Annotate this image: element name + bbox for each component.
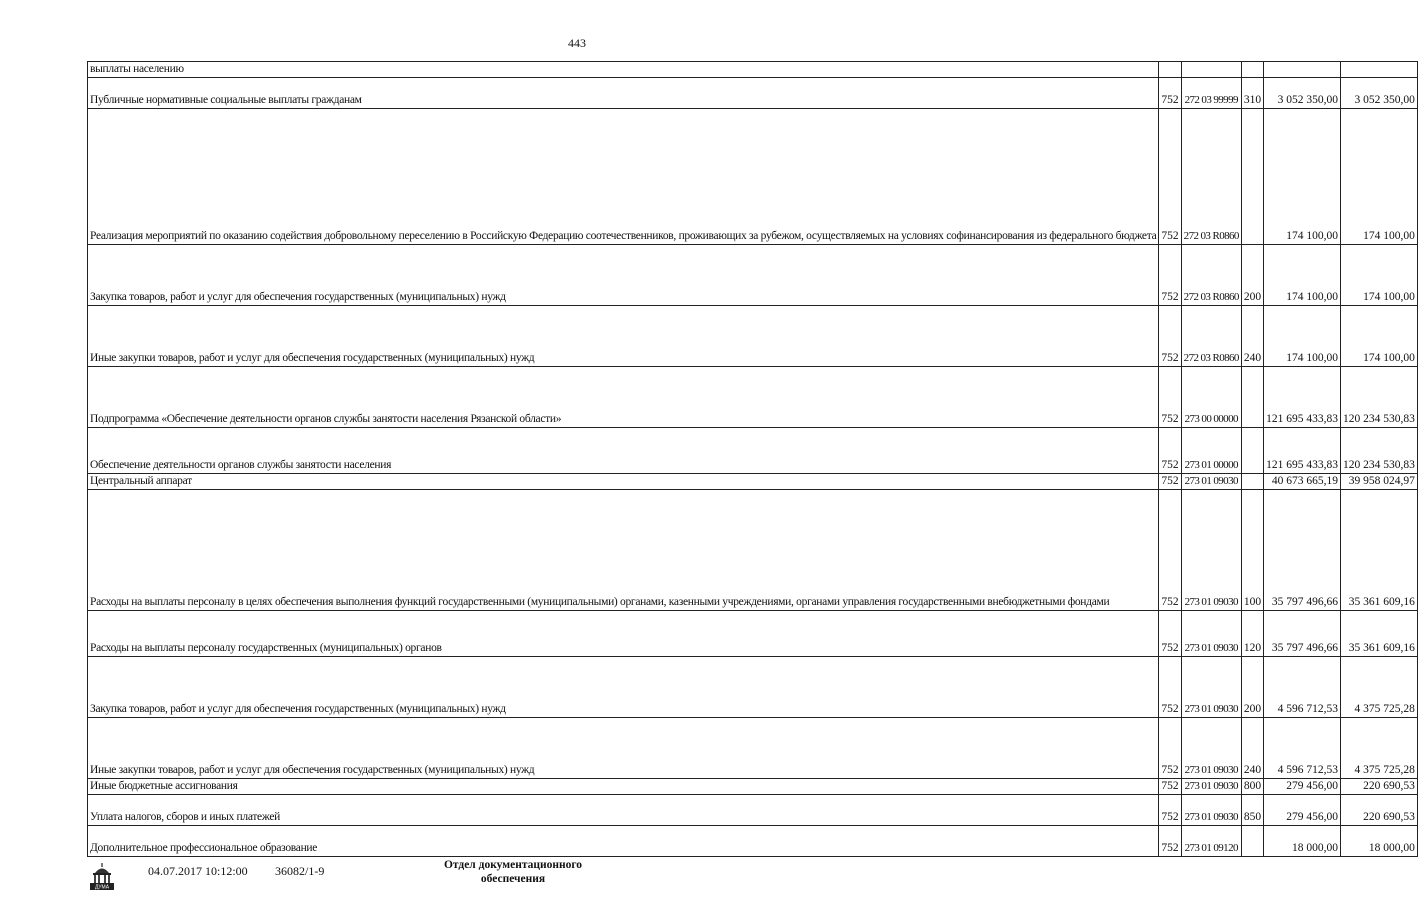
amount-year-2: 18 000,00 <box>1340 826 1417 857</box>
amount-year-1: 35 797 496,66 <box>1264 490 1341 611</box>
item-name: Дополнительное профессиональное образование <box>88 826 1159 857</box>
admin-code <box>1159 62 1181 78</box>
target-article: 272 03 R0860 <box>1181 306 1241 367</box>
amount-year-2: 4 375 725,28 <box>1340 657 1417 718</box>
table-row <box>88 245 1418 306</box>
budget-table-body <box>88 62 1418 857</box>
expense-type: 800 <box>1241 779 1263 795</box>
amount-year-2: 4 375 725,28 <box>1340 718 1417 779</box>
item-name: Расходы на выплаты персоналу в целях обеспечения выполнения функций государственными (муниципальными) органами, казенными учреждениями, органами управления государственными внебюджетными фондами <box>88 490 1159 611</box>
expense-type <box>1241 62 1263 78</box>
admin-code: 752 <box>1159 367 1181 428</box>
footer-date: 04.07.2017 10:12:00 <box>148 864 248 878</box>
amount-year-2: 220 690,53 <box>1340 779 1417 795</box>
table-row <box>88 367 1418 428</box>
admin-code: 752 <box>1159 657 1181 718</box>
target-article: 273 01 09030 <box>1181 795 1241 826</box>
item-name: Иные закупки товаров, работ и услуг для обеспечения государственных (муниципальных) нужд <box>88 718 1159 779</box>
target-article: 272 03 R0860 <box>1181 109 1241 245</box>
table-row <box>88 657 1418 718</box>
admin-code: 752 <box>1159 474 1181 490</box>
amount-year-1: 174 100,00 <box>1264 306 1341 367</box>
svg-text:ДУМА: ДУМА <box>94 884 110 891</box>
amount-year-1: 279 456,00 <box>1264 779 1341 795</box>
amount-year-1: 4 596 712,53 <box>1264 718 1341 779</box>
item-name: Публичные нормативные социальные выплаты гражданам <box>88 78 1159 109</box>
item-name: Закупка товаров, работ и услуг для обеспечения государственных (муниципальных) нужд <box>88 245 1159 306</box>
department-line-1: Отдел документационного <box>443 859 583 871</box>
amount-year-2: 35 361 609,16 <box>1340 490 1417 611</box>
page-number: 443 <box>568 36 586 50</box>
amount-year-2: 220 690,53 <box>1340 795 1417 826</box>
amount-year-1: 174 100,00 <box>1264 109 1341 245</box>
item-name: Центральный аппарат <box>88 474 1159 490</box>
target-article: 273 01 09030 <box>1181 474 1241 490</box>
duma-emblem-logo <box>86 860 118 892</box>
admin-code: 752 <box>1159 718 1181 779</box>
target-article: 273 01 09030 <box>1181 657 1241 718</box>
table-row <box>88 718 1418 779</box>
amount-year-1: 35 797 496,66 <box>1264 611 1341 657</box>
amount-year-2: 39 958 024,97 <box>1340 474 1417 490</box>
expense-type: 100 <box>1241 490 1263 611</box>
expense-type: 310 <box>1241 78 1263 109</box>
footer-department <box>438 858 588 886</box>
amount-year-2: 120 234 530,83 <box>1340 367 1417 428</box>
table-row <box>88 490 1418 611</box>
table-row <box>88 795 1418 826</box>
table-row <box>88 779 1418 795</box>
expense-type <box>1241 367 1263 428</box>
item-name: Закупка товаров, работ и услуг для обеспечения государственных (муниципальных) нужд <box>88 657 1159 718</box>
expense-type: 120 <box>1241 611 1263 657</box>
expense-type <box>1241 428 1263 474</box>
amount-year-2: 35 361 609,16 <box>1340 611 1417 657</box>
item-name: Подпрограмма «Обеспечение деятельности органов службы занятости населения Рязанской области» <box>88 367 1159 428</box>
target-article: 273 01 09030 <box>1181 490 1241 611</box>
table-row <box>88 428 1418 474</box>
admin-code: 752 <box>1159 611 1181 657</box>
item-name: Уплата налогов, сборов и иных платежей <box>88 795 1159 826</box>
admin-code: 752 <box>1159 826 1181 857</box>
item-name: Иные бюджетные ассигнования <box>88 779 1159 795</box>
table-row <box>88 306 1418 367</box>
expense-type: 850 <box>1241 795 1263 826</box>
item-name: Иные закупки товаров, работ и услуг для обеспечения государственных (муниципальных) нужд <box>88 306 1159 367</box>
table-row <box>88 611 1418 657</box>
item-name: выплаты населению <box>88 62 1159 78</box>
amount-year-1: 174 100,00 <box>1264 245 1341 306</box>
admin-code: 752 <box>1159 306 1181 367</box>
target-article: 273 01 09030 <box>1181 718 1241 779</box>
target-article: 273 01 00000 <box>1181 428 1241 474</box>
amount-year-2: 3 052 350,00 <box>1340 78 1417 109</box>
amount-year-2: 174 100,00 <box>1340 306 1417 367</box>
admin-code: 752 <box>1159 109 1181 245</box>
amount-year-2 <box>1340 62 1417 78</box>
amount-year-1: 121 695 433,83 <box>1264 367 1341 428</box>
amount-year-1: 4 596 712,53 <box>1264 657 1341 718</box>
table-row <box>88 78 1418 109</box>
target-article: 272 03 99999 <box>1181 78 1241 109</box>
expense-type <box>1241 109 1263 245</box>
target-article: 273 01 09120 <box>1181 826 1241 857</box>
expense-type: 240 <box>1241 306 1263 367</box>
table-row <box>88 62 1418 78</box>
admin-code: 752 <box>1159 795 1181 826</box>
department-line-2: обеспечения <box>480 873 546 885</box>
item-name: Расходы на выплаты персоналу государственных (муниципальных) органов <box>88 611 1159 657</box>
admin-code: 752 <box>1159 78 1181 109</box>
item-name: Обеспечение деятельности органов службы занятости населения <box>88 428 1159 474</box>
document-footer <box>0 858 640 898</box>
footer-doc-number: 36082/1-9 <box>275 864 325 878</box>
admin-code: 752 <box>1159 779 1181 795</box>
amount-year-1: 40 673 665,19 <box>1264 474 1341 490</box>
expense-type <box>1241 474 1263 490</box>
amount-year-1 <box>1264 62 1341 78</box>
budget-table <box>87 61 1418 857</box>
admin-code: 752 <box>1159 490 1181 611</box>
target-article: 272 03 R0860 <box>1181 245 1241 306</box>
amount-year-2: 174 100,00 <box>1340 109 1417 245</box>
admin-code: 752 <box>1159 245 1181 306</box>
target-article: 273 01 09030 <box>1181 611 1241 657</box>
amount-year-1: 18 000,00 <box>1264 826 1341 857</box>
amount-year-1: 121 695 433,83 <box>1264 428 1341 474</box>
target-article: 273 01 09030 <box>1181 779 1241 795</box>
target-article <box>1181 62 1241 78</box>
target-article: 273 00 00000 <box>1181 367 1241 428</box>
item-name: Реализация мероприятий по оказанию содействия добровольному переселению в Российскую Федерацию соотечественников, проживающих за рубежом, осуществляемых на условиях софинансирования из федерального бюджета <box>88 109 1159 245</box>
expense-type: 200 <box>1241 657 1263 718</box>
expense-type: 200 <box>1241 245 1263 306</box>
amount-year-1: 279 456,00 <box>1264 795 1341 826</box>
table-row <box>88 109 1418 245</box>
table-row <box>88 826 1418 857</box>
amount-year-2: 120 234 530,83 <box>1340 428 1417 474</box>
expense-type <box>1241 826 1263 857</box>
table-row <box>88 474 1418 490</box>
amount-year-1: 3 052 350,00 <box>1264 78 1341 109</box>
admin-code: 752 <box>1159 428 1181 474</box>
expense-type: 240 <box>1241 718 1263 779</box>
amount-year-2: 174 100,00 <box>1340 245 1417 306</box>
